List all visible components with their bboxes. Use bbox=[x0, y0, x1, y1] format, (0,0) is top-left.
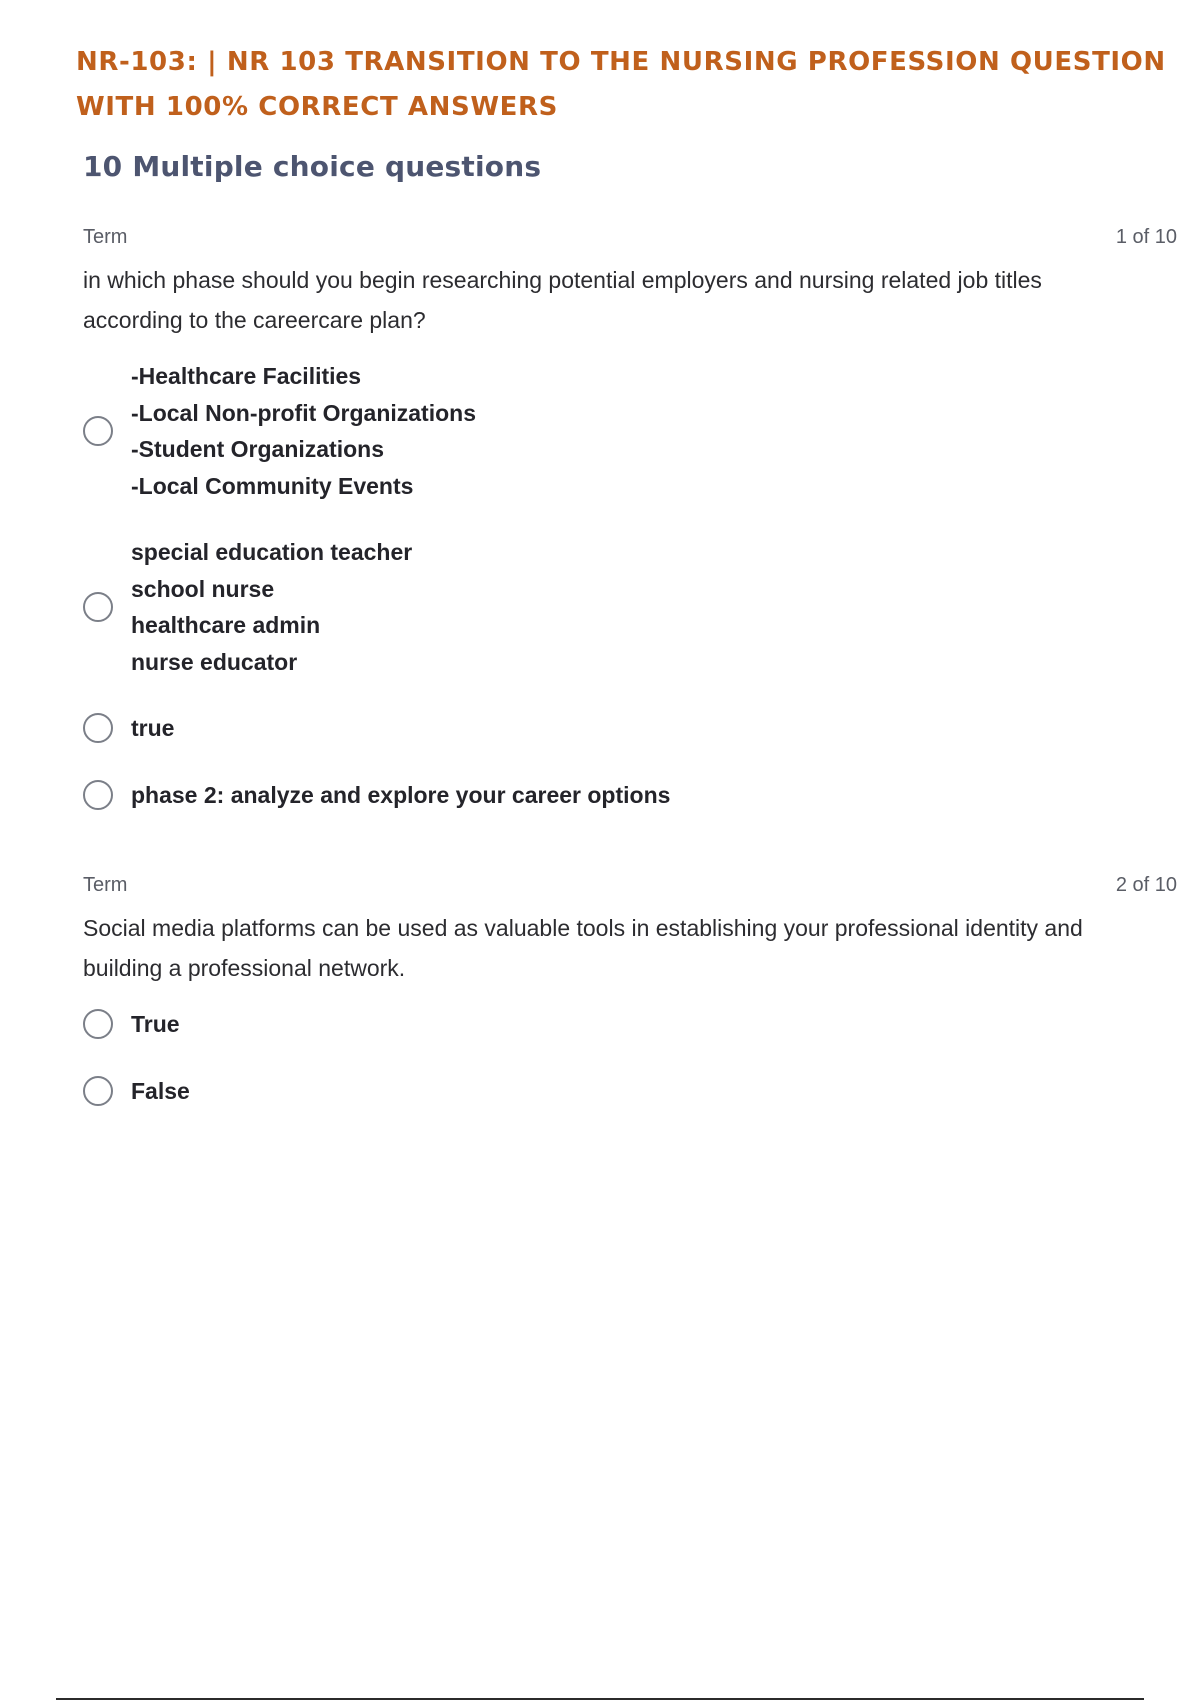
term-row bbox=[83, 226, 1177, 254]
question-prompt: in which phase should you begin researching potential employers and nursing related job titles according to the careercare plan? bbox=[83, 267, 1042, 333]
term-row bbox=[83, 874, 1177, 902]
answer-option-text bbox=[131, 1073, 190, 1110]
answer-line: special education teacher bbox=[131, 539, 413, 565]
question-card-2 bbox=[83, 874, 1177, 1139]
answer-line: phase 2: analyze and explore your career options bbox=[131, 781, 671, 808]
answer-line: -Student Organizations bbox=[131, 436, 384, 462]
answer-option-text bbox=[131, 777, 670, 814]
answer-line: school nurse bbox=[131, 575, 275, 602]
answer-line: -Local Community Events bbox=[131, 472, 414, 499]
radio-button-icon[interactable] bbox=[83, 713, 113, 743]
term-label: Term bbox=[83, 226, 128, 248]
answer-option-1[interactable] bbox=[83, 358, 1177, 504]
answer-option-text bbox=[131, 534, 412, 680]
question-counter: 1 of 10 bbox=[1115, 226, 1177, 248]
answer-line: False bbox=[131, 1077, 190, 1104]
answer-line: true bbox=[131, 715, 175, 741]
document-title bbox=[76, 40, 1200, 130]
radio-button-icon[interactable] bbox=[83, 780, 113, 810]
answer-option-4[interactable] bbox=[83, 777, 1177, 814]
answer-line: nurse educator bbox=[131, 648, 298, 675]
answer-option-2[interactable] bbox=[83, 534, 1177, 680]
question-counter: 2 of 10 bbox=[1115, 874, 1177, 896]
answer-options bbox=[83, 1006, 1177, 1109]
answer-option-text bbox=[131, 358, 476, 504]
answer-line: -Local Non-profit Organizations bbox=[131, 399, 476, 426]
answer-option-text bbox=[131, 710, 174, 747]
answer-option-true[interactable] bbox=[83, 1006, 1177, 1043]
answer-option-3[interactable] bbox=[83, 710, 1177, 747]
radio-button-icon[interactable] bbox=[83, 592, 113, 622]
term-label: Term bbox=[83, 874, 128, 896]
radio-button-icon[interactable] bbox=[83, 416, 113, 446]
answer-line: -Healthcare Facilities bbox=[131, 363, 362, 389]
answer-options bbox=[83, 358, 1177, 813]
section-heading: 10 Multiple choice questions bbox=[83, 150, 542, 183]
answer-line: healthcare admin bbox=[131, 612, 321, 638]
answer-line: True bbox=[131, 1011, 180, 1037]
question-card-1 bbox=[83, 226, 1177, 843]
radio-button-icon[interactable] bbox=[83, 1076, 113, 1106]
document-title-line-2: WITH 100% CORRECT ANSWERS bbox=[76, 92, 558, 122]
answer-option-text bbox=[131, 1006, 180, 1043]
answer-option-false[interactable] bbox=[83, 1073, 1177, 1110]
radio-button-icon[interactable] bbox=[83, 1009, 113, 1039]
question-prompt: Social media platforms can be used as valuable tools in establishing your professional identity and building a professional network. bbox=[83, 915, 1083, 981]
document-title-line-1: NR-103: | NR 103 TRANSITION TO THE NURSING PROFESSION QUESTION bbox=[76, 47, 1166, 77]
